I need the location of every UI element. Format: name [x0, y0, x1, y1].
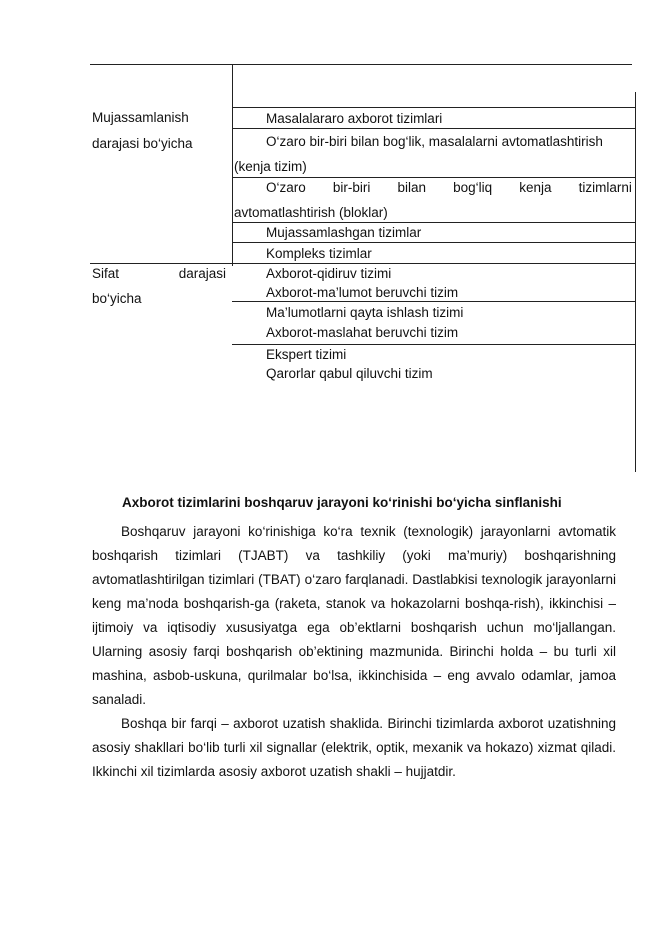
group-divider [90, 263, 636, 264]
justified-word: tizimlarni [578, 180, 632, 195]
table-cell: Qarorlar qabul qiluvchi tizim [266, 366, 433, 381]
table-right-border [635, 92, 636, 472]
justified-word: O‘zaro [266, 180, 306, 195]
group1-label-line2: darajasi bo‘yicha [92, 136, 193, 151]
table-cell: Axborot-maslahat beruvchi tizim [266, 325, 459, 340]
table-cell: Kompleks tizimlar [266, 246, 372, 261]
row-divider [232, 128, 636, 129]
row-divider [232, 242, 636, 243]
row-divider [232, 177, 636, 178]
table-cell: avtomatlashtirish (bloklar) [234, 205, 388, 220]
justified-word: bog‘liq [453, 180, 493, 195]
table-cell: Axborot-ma’lumot beruvchi tizim [266, 285, 459, 300]
table-top-border [90, 64, 632, 65]
group2-label-line1 [92, 266, 226, 282]
table-column-divider [232, 64, 233, 266]
justified-word: kenja [519, 180, 552, 195]
table-cell: Ekspert tizimi [266, 347, 347, 362]
row-divider [232, 222, 636, 223]
table-cell: Ma’lumotlarni qayta ishlash tizimi [266, 305, 464, 320]
table-cell-justified [266, 180, 632, 196]
group1-label-line1: Mujassamlanish [92, 110, 189, 125]
table-cell: Masalalararo axborot tizimlari [266, 111, 443, 126]
row-divider [232, 301, 636, 302]
row-divider [232, 344, 636, 345]
table-cell: (kenja tizim) [234, 159, 307, 174]
section-body [92, 520, 616, 784]
table-cell: O‘zaro bir-biri bilan bog‘lik, masalalarni avtomatlashtirish [266, 134, 603, 149]
section-title: Axborot tizimlarini boshqaruv jarayoni ko‘rinishi bo‘yicha sinflanishi [122, 495, 562, 510]
group2-label-word: darajasi [178, 266, 226, 281]
justified-word: bilan [397, 180, 427, 195]
row-divider [232, 107, 636, 108]
group2-label-line2: bo‘yicha [92, 291, 142, 306]
paragraph: Boshqa bir farqi – axborot uzatish shaklida. Birinchi tizimlarda axborot uzatishning asosiy shakllari bo‘lib turli xil signallar (elektrik, optik, mexanik va hokazo) xizmat qiladi. Ikkinchi xil tizimlarda asosiy axborot uzatish shakli – hujjatdir. [92, 716, 616, 779]
table-cell: Axborot-qidiruv tizimi [266, 266, 392, 281]
group2-label-word: Sifat [92, 266, 120, 281]
justified-word: bir-biri [332, 180, 371, 195]
paragraph: Boshqaruv jarayoni ko‘rinishiga ko‘ra texnik (texnologik) jarayonlarni avtomatik boshqarish tizimlari (TJABT) va tashkiliy (yoki ma’muriy) boshqarishning avtomatlashtirilgan tizimlari (TBAT) o‘zaro farqlanadi. Dastlabkisi texnologik jarayonlarni keng ma’noda boshqarish-ga (raketa, stanok va hokazolarni boshqa-rish), ikkinchisi – ijtimoiy va iqtisodiy xususiyatga ega ob’ektlarni boshqarish uchun mo‘ljallangan. Ularning asosiy farqi boshqarish ob’ektining mazmunida. Birinchi holda – bu turli xil mashina, asbob-uskuna, qurilmalar bo‘lsa, ikkinchisida – eng avvalo odamlar, jamoa sanaladi. [92, 524, 616, 707]
table-cell: Mujassamlashgan tizimlar [266, 225, 422, 240]
